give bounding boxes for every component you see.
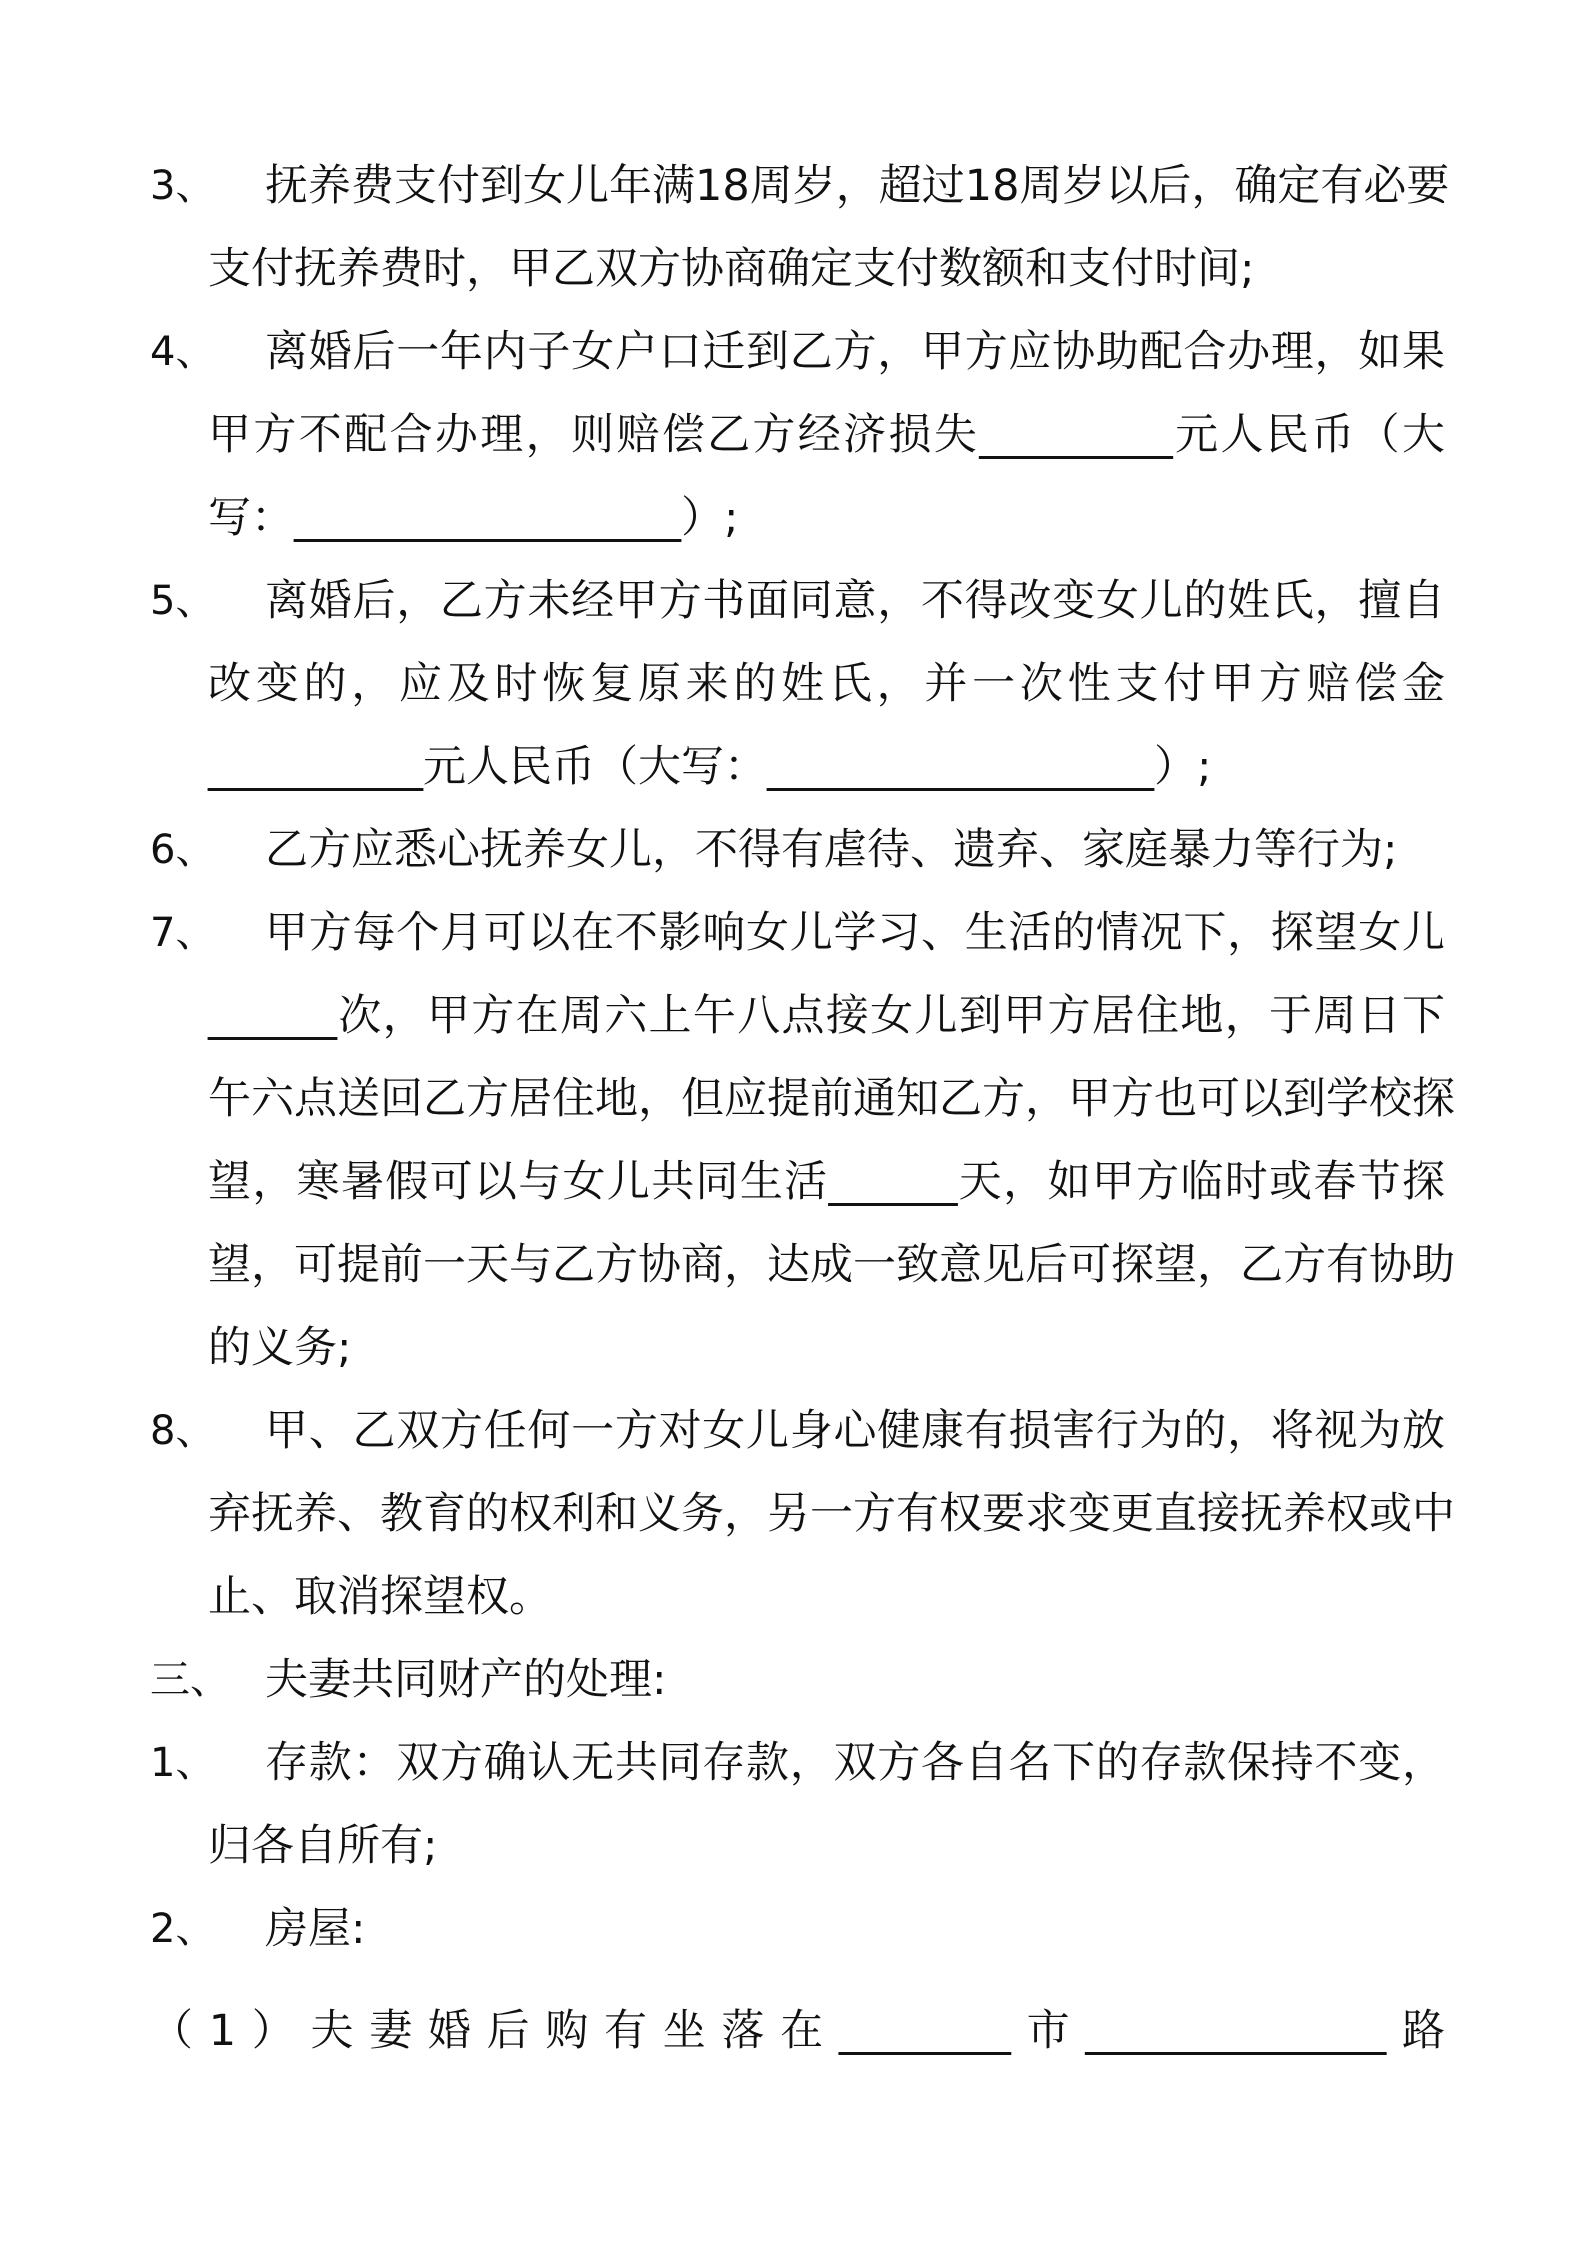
clause-6 [150,809,1450,892]
clause-line: 的义务; [208,1323,352,1373]
clause-line: 甲方不配合办理，则赔偿乙方经济损失_________元人民币（大 [208,410,1445,460]
subclause-line: （1）夫妻婚后购有坐落在________市______________路 [150,2006,1445,2056]
clause-number: 8、 [150,1408,216,1454]
section-number: 三、 [150,1657,230,1703]
clause-number: 3、 [150,163,216,209]
clause-7 [150,892,1455,1390]
clause-line: 存款：双方确认无共同存款，双方各自名下的存款保持不变， [265,1738,1445,1788]
clause-line: 归各自所有; [208,1821,438,1871]
clause-number: 7、 [150,910,216,956]
clause-line: 午六点送回乙方居住地，但应提前通知乙方，甲方也可以到学校探 [208,1074,1455,1124]
clause-5 [150,560,1450,809]
clause-line: 甲方每个月可以在不影响女儿学习、生活的情况下，探望女儿 [265,908,1445,958]
clause-line: 弃抚养、教育的权利和义务，另一方有权要求变更直接抚养权或中 [208,1489,1455,1539]
clause-3 [150,145,1450,311]
clause-number: 1、 [150,1740,216,1786]
clause-number: 4、 [150,329,216,375]
clause-number: 6、 [150,827,216,873]
clause-line: 望，可提前一天与乙方协商，达成一致意见后可探望，乙方有协助 [208,1240,1455,1290]
clause-line: ______次，甲方在周六上午八点接女儿到甲方居住地，于周日下 [208,991,1445,1041]
clause-line: 离婚后一年内子女户口迁到乙方，甲方应协助配合办理，如果 [265,327,1445,377]
clause-line: 房屋: [265,1904,366,1954]
clause-line: 抚养费支付到女儿年满18周岁，超过18周岁以后，确定有必要 [265,161,1450,211]
section-3-heading [150,1639,1450,1722]
clause-2 [150,1888,1450,1971]
clause-line: 甲、乙双方任何一方对女儿身心健康有损害行为的，将视为放 [265,1406,1445,1456]
clause-number: 2、 [150,1906,216,1952]
section-title: 夫妻共同财产的处理: [265,1655,667,1705]
clause-line: __________元人民币（大写：__________________）; [208,742,1212,792]
clause-line: 写：__________________）; [208,493,739,543]
clause-line: 离婚后，乙方未经甲方书面同意，不得改变女儿的姓氏，擅自 [265,576,1445,626]
clause-line: 改变的，应及时恢复原来的姓氏，并一次性支付甲方赔偿金 [208,659,1445,709]
clause-1 [150,1722,1450,1888]
subclause-1 [150,1990,1450,2073]
clause-number: 5、 [150,578,216,624]
clause-line: 支付抚养费时，甲乙双方协商确定支付数额和支付时间; [208,244,1255,294]
clause-4 [150,311,1450,560]
clause-line: 望，寒暑假可以与女儿共同生活______天，如甲方临时或春节探 [208,1157,1445,1207]
clause-line: 止、取消探望权。 [208,1572,552,1622]
clause-line: 乙方应悉心抚养女儿，不得有虐待、遗弃、家庭暴力等行为; [265,825,1398,875]
clause-8 [150,1390,1455,1639]
